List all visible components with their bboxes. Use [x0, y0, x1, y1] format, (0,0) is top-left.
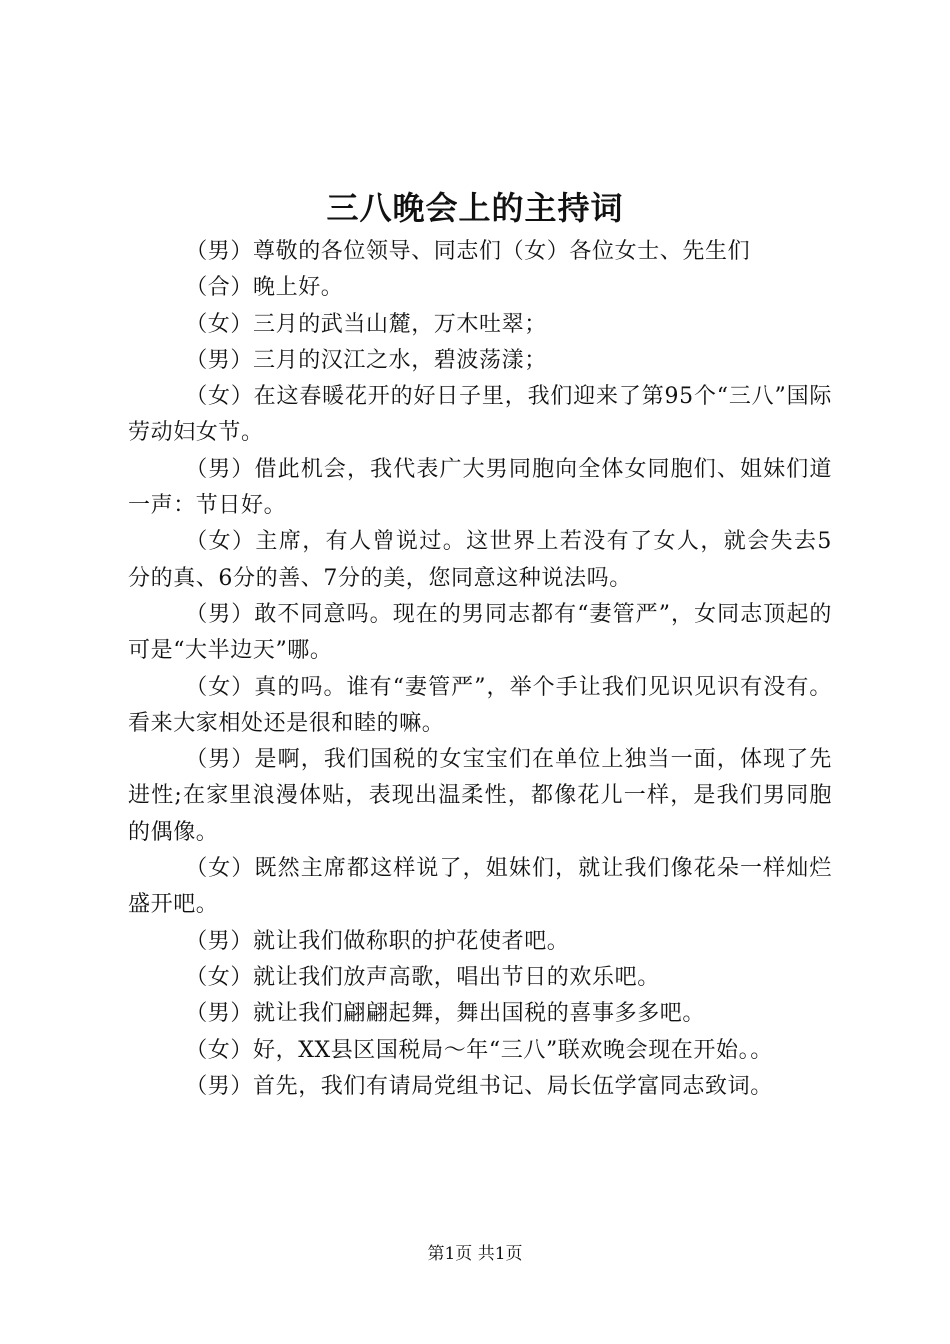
document-body	[128, 234, 832, 1105]
paragraph: （女）真的吗。谁有“妻管严”，举个手让我们见识见识有没有。看来大家相处还是很和睦的嘛。	[128, 674, 832, 736]
paragraph: （女）主席，有人曾说过。这世界上若没有了女人，就会失去5分的真、6分的善、7分的美，您同意这种说法吗。	[128, 529, 832, 591]
paragraph: （女）在这春暖花开的好日子里，我们迎来了第95个“三八”国际劳动妇女节。	[128, 384, 832, 446]
document-title: 三八晚会上的主持词	[326, 189, 624, 227]
paragraph: （男）是啊，我们国税的女宝宝们在单位上独当一面，体现了先进性;在家里浪漫体贴，表现出温柔性，都像花儿一样，是我们男同胞的偶像。	[128, 747, 832, 845]
paragraph: （男）尊敬的各位领导、同志们（女）各位女士、先生们	[185, 239, 751, 264]
paragraph: （合）晚上好。	[185, 275, 344, 301]
paragraph: （男）就让我们做称职的护花使者吧。	[185, 928, 570, 954]
paragraph: （男）首先，我们有请局党组书记、局长伍学富同志致词。	[185, 1073, 773, 1099]
paragraph: （男）三月的汉江之水，碧波荡漾；	[185, 347, 547, 373]
paragraph: （女）三月的武当山麓，万木吐翠；	[185, 311, 547, 337]
paragraph: （男）就让我们翩翩起舞，舞出国税的喜事多多吧。	[185, 1001, 705, 1027]
paragraph: （女）既然主席都这样说了，姐妹们，就让我们像花朵一样灿烂盛开吧。	[128, 856, 832, 918]
paragraph: （男）敢不同意吗。现在的男同志都有“妻管严”，女同志顶起的可是“大半边天”哪。	[128, 601, 832, 664]
paragraph: （女）就让我们放声高歌，唱出节日的欢乐吧。	[185, 964, 660, 990]
page-footer: 第1页 共1页	[427, 1244, 523, 1264]
paragraph: （男）借此机会，我代表广大男同胞向全体女同胞们、姐妹们道一声：节日好。	[128, 456, 832, 519]
paragraph: （女）好，XX县区国税局～年“三八”联欢晚会现在开始。。	[185, 1037, 773, 1063]
